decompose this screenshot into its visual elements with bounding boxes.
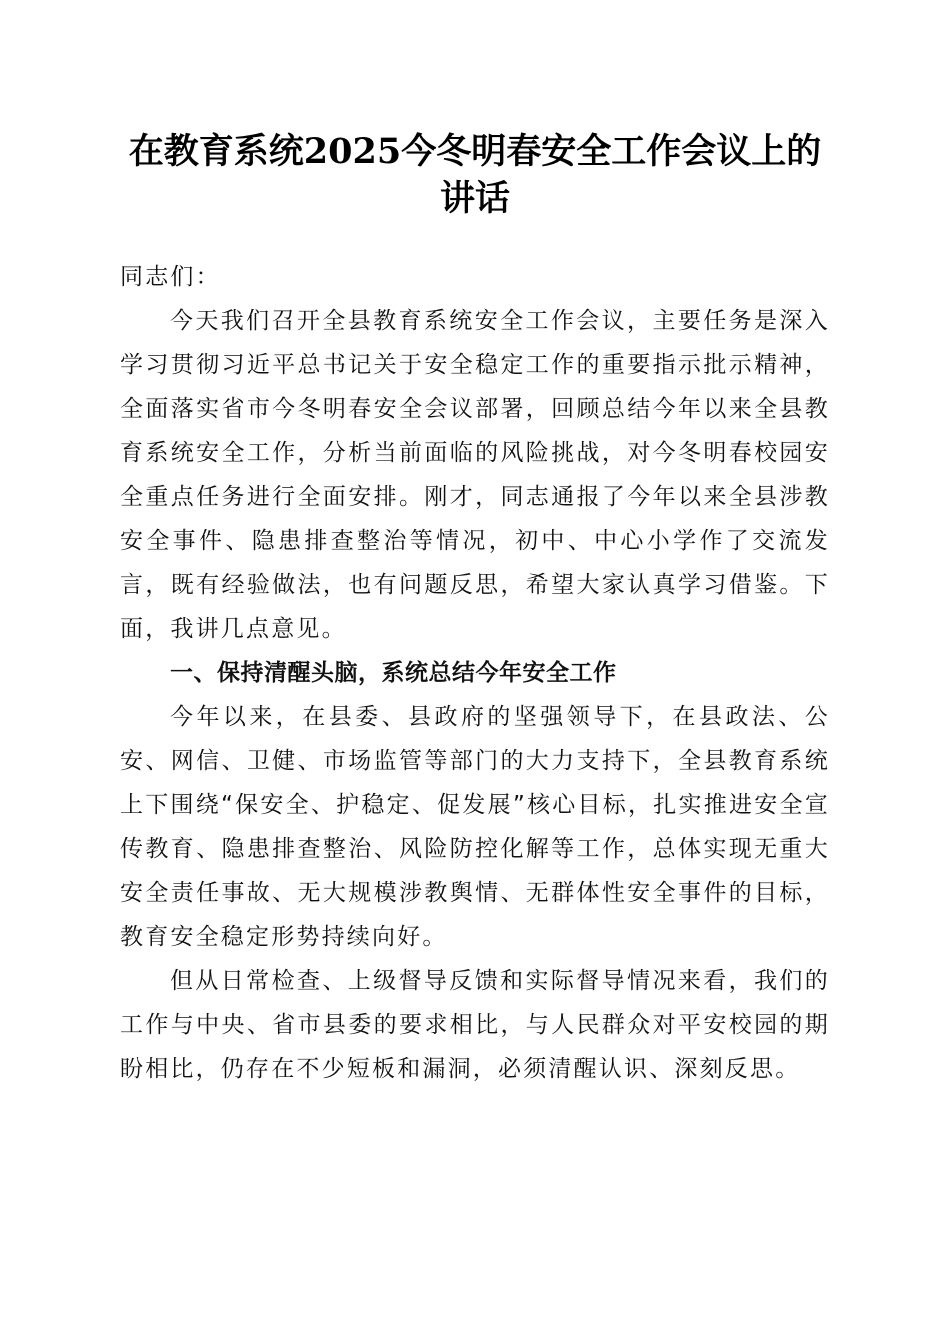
paragraph-reflection: 但从日常检查、上级督导反馈和实际督导情况来看，我们的工作与中央、省市县委的要求相比，与人民群众对平安校园的期盼相比，仍存在不少短板和漏洞，必须清醒认识、深刻反思。 [120, 968, 830, 1082]
paragraph-summary: 今年以来，在县委、县政府的坚强领导下，在县政法、公安、网信、卫健、市场监管等部门的大力支持下，全县教育系统上下围绕“保安全、护稳定、促发展”核心目标，扎实推进安全宣传教育、隐患排查整治、风险防控化解等工作，总体实现无重大安全责任事故、无大规模涉教舆情、无群体性安全事件的目标，教育安全稳定形势持续向好。 [120, 704, 830, 950]
document-body [120, 255, 830, 1091]
paragraph-intro: 今天我们召开全县教育系统安全工作会议，主要任务是深入学习贯彻习近平总书记关于安全稳定工作的重要指示批示精神，全面落实省市今冬明春安全会议部署，回顾总结今年以来全县教育系统安全工作，分析当前面临的风险挑战，对今冬明春校园安全重点任务进行全面安排。刚才，同志通报了今年以来全县涉教安全事件、隐患排查整治等情况，初中、中心小学作了交流发言，既有经验做法，也有问题反思，希望大家认真学习借鉴。下面，我讲几点意见。 [120, 308, 830, 642]
salutation: 同志们： [120, 264, 221, 290]
page-title [100, 128, 850, 222]
title-line-1: 在教育系统2025今冬明春安全工作会议上的 [128, 131, 822, 172]
title-line-2: 讲话 [439, 178, 510, 219]
section-heading-1: 一、保持清醒头脑，系统总结今年安全工作 [170, 660, 617, 686]
